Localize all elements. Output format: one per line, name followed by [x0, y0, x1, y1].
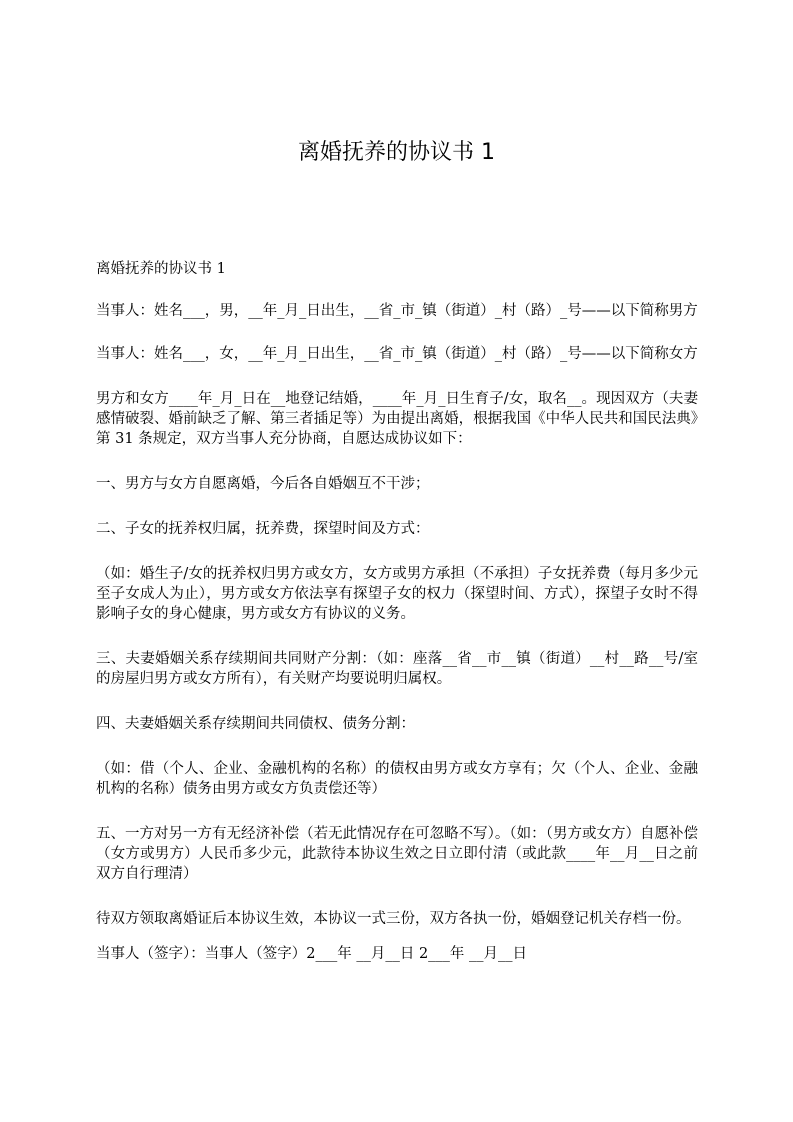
paragraph-clause-1: 一、男方与女方自愿离婚，今后各自婚姻互不干涉； [96, 476, 430, 492]
paragraph-effective: 待双方领取离婚证后本协议生效，本协议一式三份，双方各执一份，婚姻登记机关存档一份。 [96, 911, 691, 927]
document-title: 离婚抚养的协议书 1 [298, 140, 495, 165]
paragraph-clause-2: 二、子女的抚养权归属，抚养费，探望时间及方式： [96, 521, 430, 537]
paragraph-heading: 离婚抚养的协议书 1 [96, 261, 226, 277]
paragraph-clause-5: 五、一方对另一方有无经济补偿（若无此情况存在可忽略不写）。（如：（男方或女方）自愿补偿（女方或男方）人民币多少元，此款待本协议生效之日立即付清（或此款____年__月__日之前双方自行理清） [96, 826, 698, 882]
paragraph-party-female: 当事人：姓名___，女，__年_月_日出生，__省_市_镇（街道）_村（路）_号——以下简称女方 [96, 346, 698, 362]
paragraph-background: 男方和女方____年_月_日在__地登记结婚，____年_月_日生育子/女，取名__。现因双方（夫妻感情破裂、婚前缺乏了解、第三者插足等）为由提出离婚，根据我国《中华人民共和国民法典》第 31 条规定，双方当事人充分协商，自愿达成协议如下： [96, 391, 698, 447]
paragraph-clause-4-detail: （如：借（个人、企业、金融机构的名称）的债权由男方或女方享有；欠（个人、企业、金融机构的名称）债务由男方或女方负责偿还等） [96, 761, 698, 797]
paragraph-party-male: 当事人：姓名___，男，__年_月_日出生，__省_市_镇（街道）_村（路）_号——以下简称男方 [96, 303, 698, 319]
paragraph-clause-2-detail: （如：婚生子/女的抚养权归男方或女方，女方或男方承担（不承担）子女抚养费（每月多少元至子女成人为止），男方或女方依法享有探望子女的权力（探望时间、方式），探望子女时不得影响子女的身心健康，男方或女方有协议的义务。 [96, 566, 698, 622]
document-body [96, 259, 698, 964]
paragraph-signatures: 当事人（签字）：当事人（签字）2___年 __月__日 2___年 __月__日 [96, 946, 528, 962]
paragraph-clause-3: 三、夫妻婚姻关系存续期间共同财产分割：（如：座落__省__市__镇（街道）__村__路__号/室的房屋归男方或女方所有），有关财产均要说明归属权。 [96, 651, 698, 687]
paragraph-clause-4: 四、夫妻婚姻关系存续期间共同债权、债务分割： [96, 716, 415, 732]
